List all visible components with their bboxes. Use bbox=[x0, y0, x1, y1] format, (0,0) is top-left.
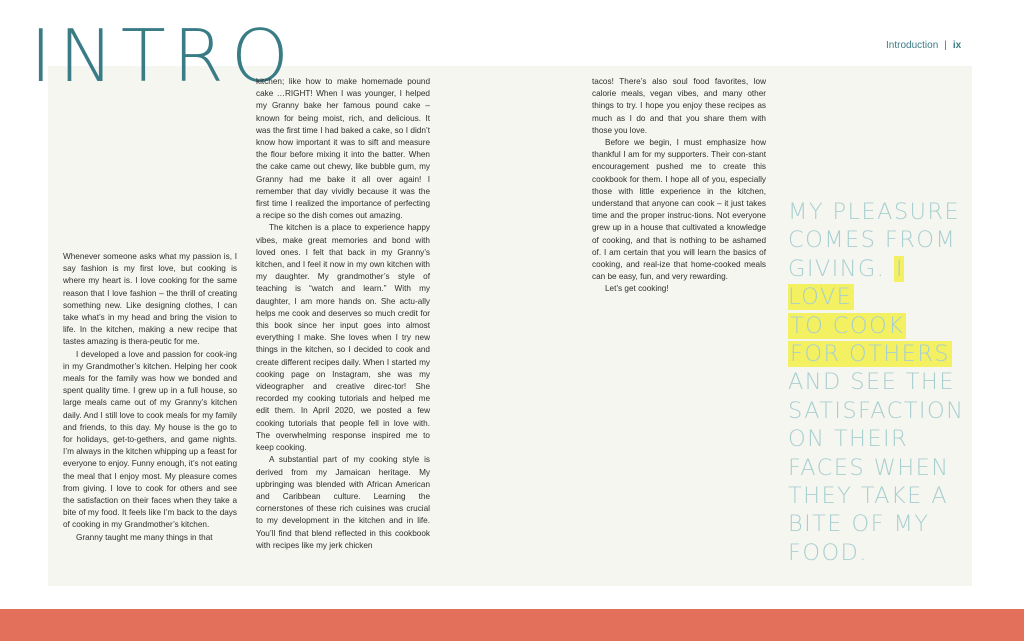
text-column-2 bbox=[256, 76, 430, 552]
paragraph: The kitchen is a place to experience happy vibes, make great memories and bond with loved ones. I felt that back in my Granny’s kitchen, and I feel it now in my own kitchen with my daughter. My grandmother’s style of teaching is “watch and learn.” With my daughter, I am more hands on. She actu-ally helps me cook and deserves so much credit for this book since her input goes into almost everything I make. She loves when I try new things in the kitchen, so I decided to cook and create different recipes daily. When I started my cooking page on Instagram, she was my videographer and creative direc-tor! She recorded my cooking tutorials and helped me edit them. In April 2020, we posted a few cooking tutorials that people fell in love with. The overwhelming response inspired me to keep cooking. bbox=[256, 223, 430, 453]
pull-quote-highlight: FOR OTHERS bbox=[790, 341, 950, 368]
paragraph: A substantial part of my cooking style is derived from my Jamaican heritage. My upbringing was blended with African American and Caribbean culture. Learning the cornerstones of these rich cuisines was crucial to my development in the kitchen and in life. You’ll find that blend reflected in this cookbook with recipes like my jerk chicken bbox=[256, 455, 430, 550]
paragraph: Before we begin, I must emphasize how thankful I am for my supporters. Their con-stant encouragement pushed me to create this cookbook for them. I hope all of you, especially those with little experience in the kitchen, understand that anyone can cook – it just takes time and the proper instruc-tions. Not everyone grew up in a house that cultivated a knowledge of cooking, and that is nothing to be ashamed of. I am certain that you will learn the basics of cooking, and real-ize that home-cooked meals can be easy, fun, and very rewarding. bbox=[592, 138, 766, 282]
text-column-1 bbox=[63, 251, 237, 544]
paragraph: kitchen; like how to make homemade pound cake …RIGHT! When I was younger, I helped my Granny bake her famous pound cake – known for being moist, rich, and delicious. It was the first time I had baked a cake, so I didn’t know how important it was to sift and measure the flour before mixing it into the batter. When the cake came out chewy, like bubble gum, my Granny had me bake it all over again! I remember that day vividly because it was the first time I realized the importance of perfecting a recipe so the dish comes out amazing. bbox=[256, 77, 430, 221]
pull-quote bbox=[788, 198, 970, 567]
paragraph: tacos! There’s also soul food favorites, low calorie meals, vegan vibes, and many other things to try. I hope you enjoy these recipes as much as I do and that you share them with those you love. bbox=[592, 77, 766, 135]
running-head bbox=[886, 40, 961, 51]
pull-quote-lead: MY PLEASURE COMES FROM GIVING. bbox=[788, 199, 961, 282]
text-column-3 bbox=[592, 76, 766, 296]
paragraph: Let’s get cooking! bbox=[605, 284, 669, 294]
pull-quote-tail: AND SEE THE SATISFACTION ON THEIR FACES WHEN THEY TAKE A BITE OF MY FOOD. bbox=[788, 369, 965, 566]
paragraph: Whenever someone asks what my passion is, I say fashion is my first love, but cooking is where my heart is. I love cooking for the same reason that I love fashion – the thrill of creating something new. Like designing clothes, I can take what’s in my head and bring the vision to life. In the kitchen, making a new recipe that tastes amazing is thera-peutic for me. bbox=[63, 252, 237, 347]
page-number: ix bbox=[952, 40, 962, 51]
section-name: Introduction bbox=[886, 40, 939, 51]
paragraph: I developed a love and passion for cook-ing in my Grandmother’s kitchen. Helping her cook meals for the family was how we bonded and spent quality time. I grew up in a full house, so large meals came out of my Granny’s kitchen daily. And I still love to cook meals for my family and friends, to this day. My house is the go to for holidays, get-to-gethers, and game nights. I’m always in the kitchen whipping up a feast for everyone to enjoy. Funny enough, it’s not eating the meal that I enjoy most. My pleasure comes from giving. I love to cook for others and see the satisfaction on their faces when they take a bite of my food. It feels like I’m back to the days of cooking in my Grandmother’s kitchen. bbox=[63, 349, 237, 530]
running-head-separator: | bbox=[944, 40, 947, 51]
page-title: INTRO bbox=[30, 14, 296, 98]
footer-band bbox=[0, 609, 1024, 641]
pull-quote-highlight: TO COOK bbox=[790, 312, 905, 339]
paragraph: Granny taught me many things in that bbox=[76, 532, 213, 542]
pull-quote-highlight: I LOVE bbox=[788, 255, 904, 311]
